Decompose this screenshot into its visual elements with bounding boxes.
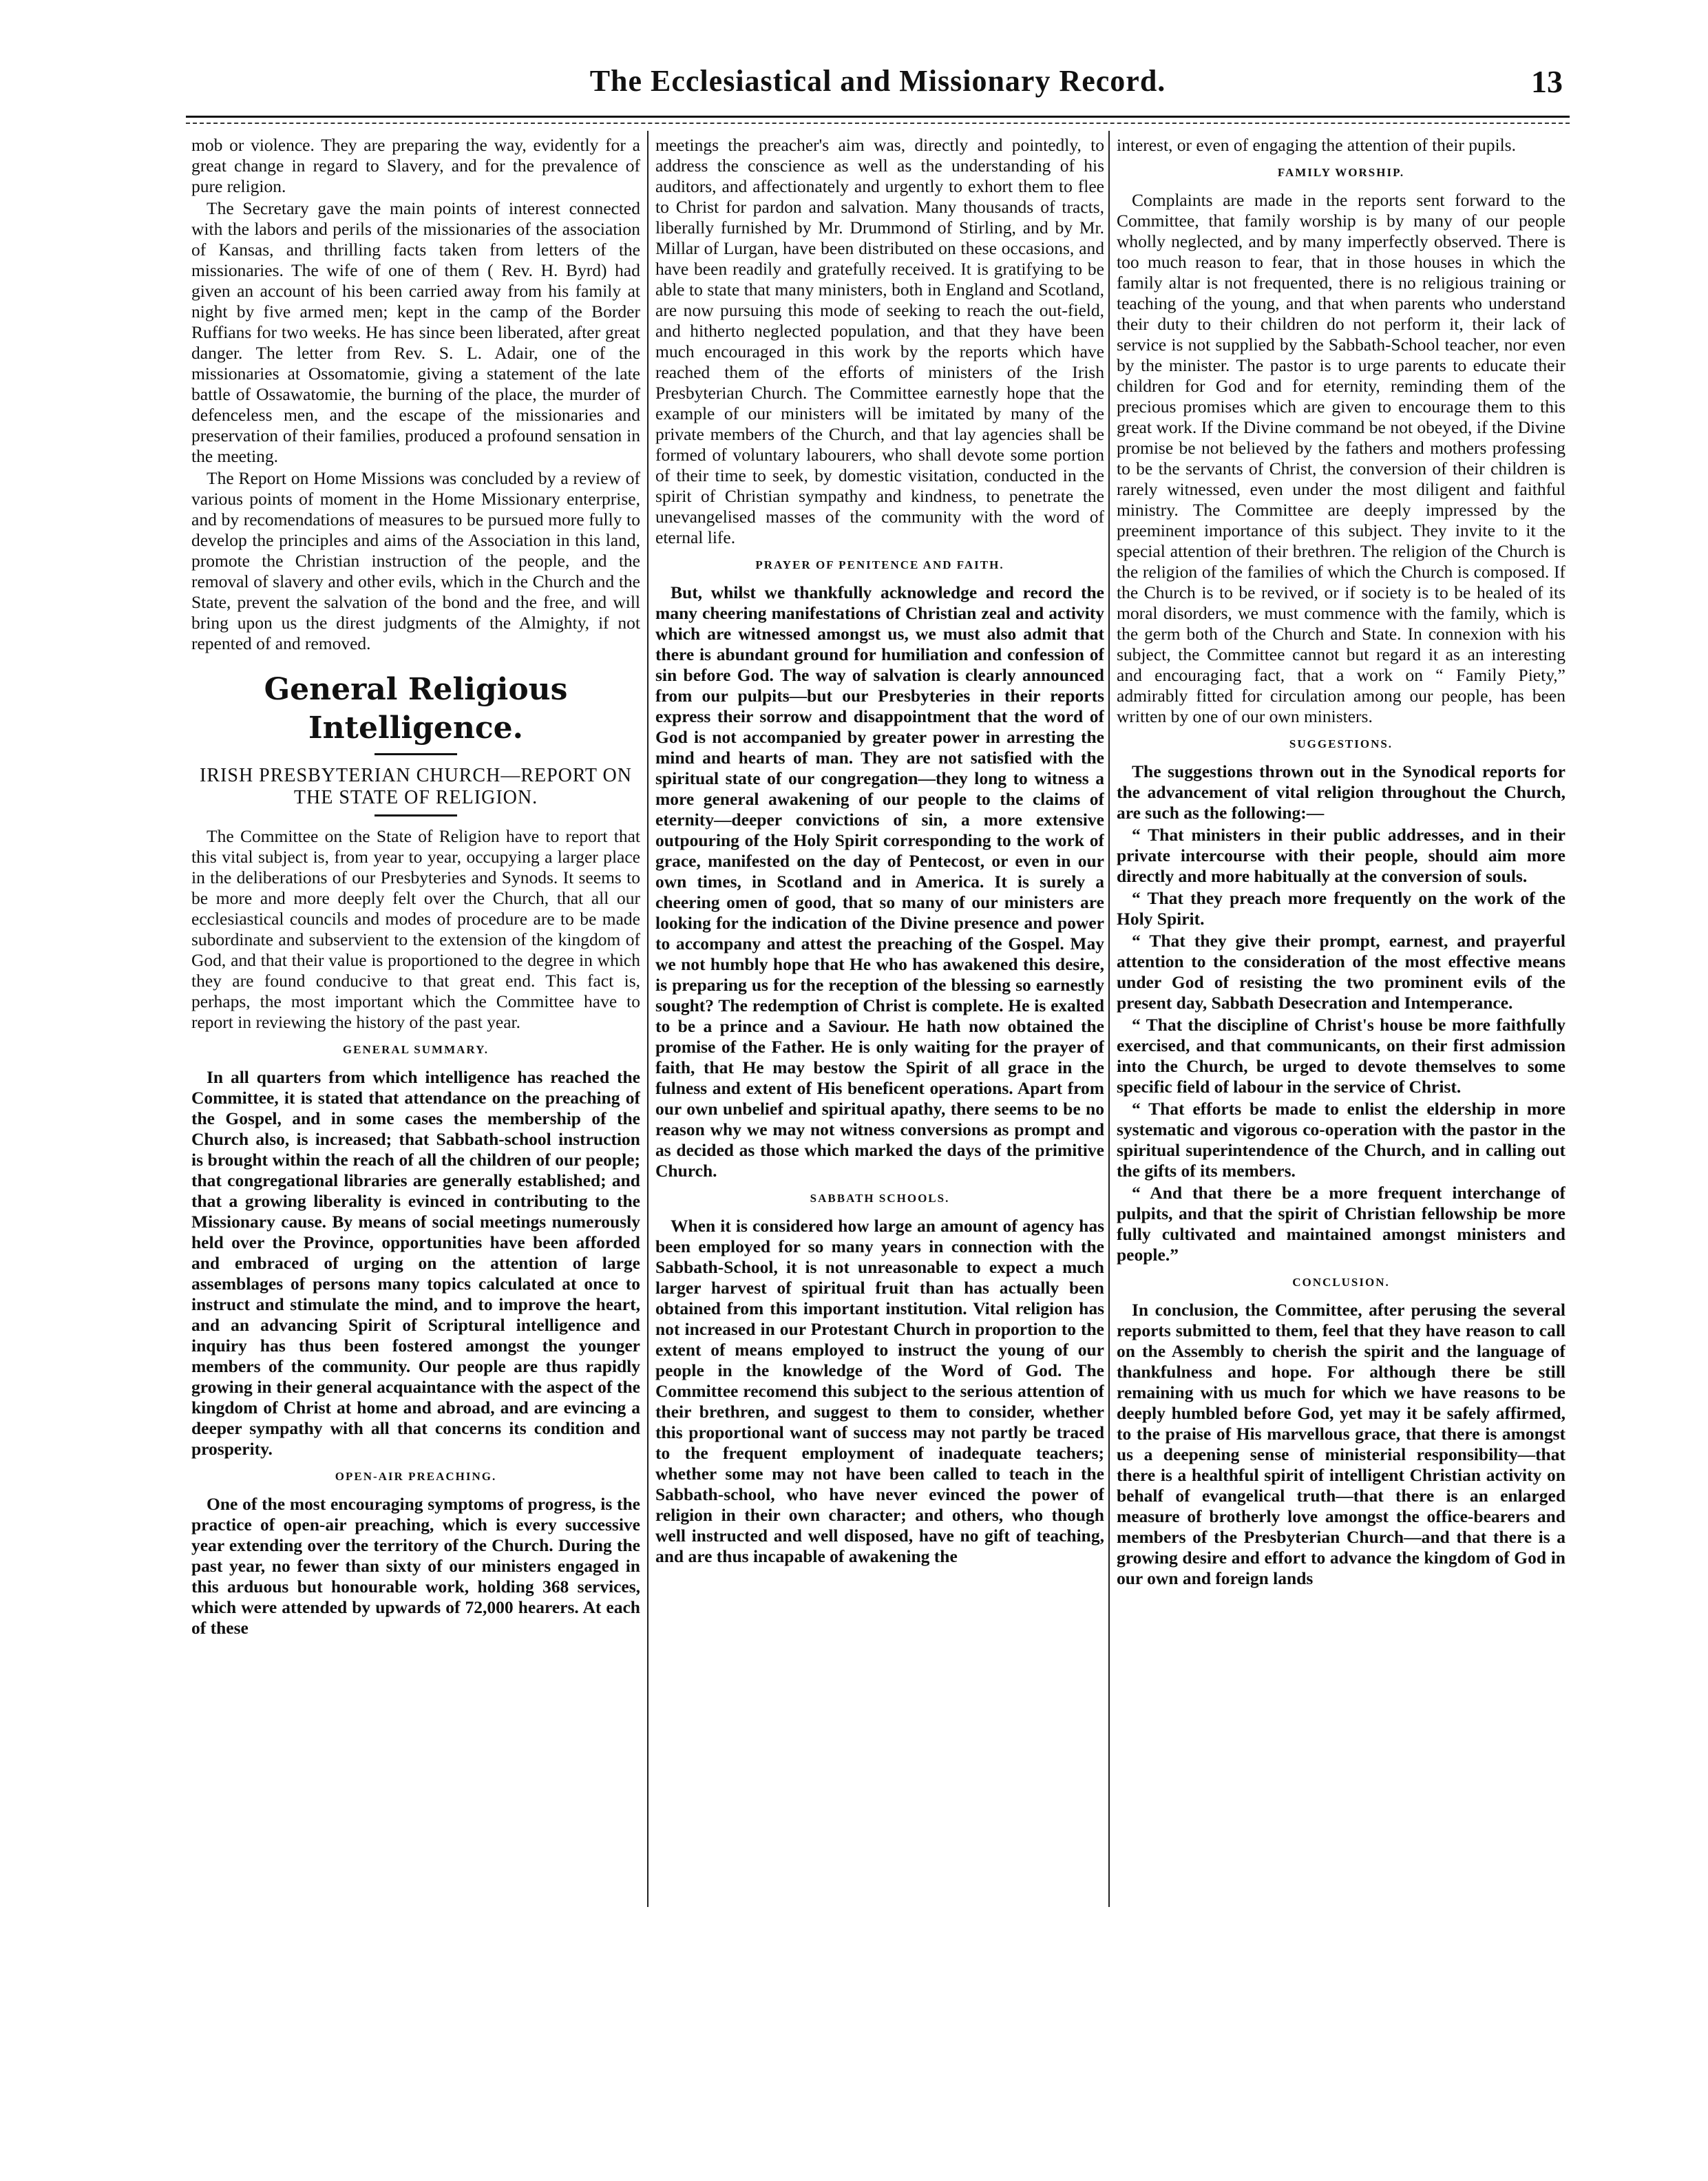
column-2 [655,135,1104,1939]
subheading: SUGGESTIONS. [1289,737,1393,750]
subheading: FAMILY WORSHIP. [1277,166,1405,179]
quoted-suggestion: “ That the discipline of Christ's house be more faithfully exercised, and that communicants, on their first admission into the Church, be urged to devote themselves to some specific field of labour in the service of Christ. [1117,1015,1565,1097]
page-number: 13 [1531,64,1563,99]
section-title: General Religious Intelligence. [264,672,568,746]
paragraph: But, whilst we thankfully acknowledge and record the many cheering manifestations of Christian zeal and activity which are witnessed amongst us, we must also admit that there is abundant ground for humiliation and confession of sin before God. The way of salvation is clearly announced from our pulpits—but our Presbyteries in their reports express their sorrow and disappointment that the word of God is not accompanied by greater power in arresting the mind and hearts of man. They are not satisfied with the spiritual state of our congregation—they long to witness a more general awakening of our people to the claims of eternity—deeper convictions of sin, a more extensive outpouring of the Holy Spirit corresponding to the work of grace, manifested on the day of Pentecost, or even in our own times, in Scotland and in America. It is surely a cheering omen of good, that so many of our ministers are looking for the indication of the Divine presence and power to accompany and attest the preaching of the Gospel. May we not humbly hope that He who has awakened this desire, is preparing us for the reception of the blessing so earnestly sought? The redemption of Christ is complete. He is exalted to be a prince and a Saviour. He hath now obtained the promise of the Father. He is only waiting for the prayer of faith, that He may bestow the Spirit of all grace in the fulness and extent of His beneficent operations. Apart from our own unbelief and spiritual apathy, there seems to be no reason why we may not witness conversions as prompt and as decided as those which marked the days of the primitive Church. [655,582,1104,1181]
subheading: SABBATH SCHOOLS. [810,1192,950,1205]
paragraph: One of the most encouraging symptoms of progress, is the practice of open-air preaching, which is every successive year extending over the territory of the Church. During the past year, no fewer than sixty of our ministers engaged in this arduous but honourable work, holding 368 services, which were attended by upwards of 72,000 hearers. At each of these [191,1494,640,1638]
paragraph: When it is considered how large an amount of agency has been employed for so many years in connection with the Sabbath-School, it is not unreasonable to expect a much larger harvest of spiritual fruit than has actually been obtained from this important institution. Vital religion has not increased in our Protestant Church in proportion to the extent of means employed to instruct the young of our people in the knowledge of the Word of God. The Committee recomend this subject to the serious attention of their brethren, and suggest to them to consider, whether this proportional want of success may not partly be traced to the frequent employment of inadequate teachers; whether some may not have been called to teach in the Sabbath-school, who have never evinced the power of religion in their own character; and others, who though well instructed and well disposed, have no gift of teaching, and are thus incapable of awakening the [655,1216,1104,1566]
column-1 [191,135,640,1939]
quoted-suggestion: “ That efforts be made to enlist the eldership in more systematic and vigorous co-operation with the pastor in the spiritual superintendence of the Church, and in calling out the gifts of its members. [1117,1099,1565,1181]
subheading: OPEN-AIR PREACHING. [335,1470,497,1483]
subheading: CONCLUSION. [1292,1276,1390,1289]
divider [375,753,457,755]
paragraph: The Report on Home Missions was concluded by a review of various points of moment in the Home Missionary enterprise, and by recomendations of measures to be pursued more fully to develop the principles and aims of the Association in this land, promote the Christian instruction of the people, and the removal of slavery and other evils, which in the Church and the State, prevent the salvation of the bond and the free, and will bring upon us the direst judgments of the Almighty, if not repented of and removed. [191,468,640,653]
column-3 [1117,135,1565,1939]
quoted-suggestion: “ That they preach more frequently on the work of the Holy Spirit. [1117,888,1565,929]
paragraph: The Secretary gave the main points of interest connected with the labors and perils of the missionaries of the association of Kansas, and thrilling facts taken from letters of the missionaries. The wife of one of them ( Rev. H. Byrd) had given an account of his been carried away from his family at night by five armed men; kept in the camp of the Border Ruffians for two weeks. He has since been liberated, after great danger. The letter from Rev. S. L. Adair, one of the missionaries at Ossomatomie, giving a statement of the late battle of Ossawatomie, the burning of the place, the murder of defenceless men, and the escape of the missionaries and preservation of their families, produced a profound sensation in the meeting. [191,198,640,466]
quoted-suggestion: “ And that there be a more frequent interchange of pulpits, and that the spirit of Christian fellowship be more fully cultivated and maintained amongst ministers and people.” [1117,1183,1565,1265]
subheading: GENERAL SUMMARY. [342,1043,489,1056]
paragraph: The Committee on the State of Religion have to report that this vital subject is, from year to year, occupying a larger place in the deliberations of our Presbyteries and Synods. It seems to be more and more deeply felt over the Church, that all our ecclesiastical councils and modes of procedure are to be made subordinate and subservient to the extension of the kingdom of God, and that their value is proportioned to the degree in which they are found conducive to that great end. This fact is, perhaps, the most important which the Committee have to report in reviewing the history of the past year. [191,826,640,1032]
page-header [193,63,1563,112]
article-title: IRISH PRESBYTERIAN CHURCH—REPORT ON THE STATE OF RELIGION. [200,765,632,808]
paragraph: meetings the preacher's aim was, directly and pointedly, to address the conscience as well as the understanding of his auditors, and affectionately and urgently to exhort them to flee to Christ for pardon and salvation. Many thousands of tracts, liberally furnished by Mr. Drummond of Stirling, and by Mr. Millar of Lurgan, have been distributed on these occasions, and have been readily and gratefully received. It is gratifying to be able to state that many ministers, both in England and Scotland, are now pursuing this mode of seeking to reach the out-field, and hitherto neglected population, and that they have been much encouraged in this work by the reports which have reached them of the efforts of ministers of the Irish Presbyterian Church. The Committee earnestly hope that the example of our ministers will be imitated by many of the private members of the Church, and that lay agencies shall be formed of voluntary labourers, who shall devote some portion of their time to seek, by domestic visitation, conducted in the spirit of Christian sympathy and kindness, to penetrate the unevangelised masses of the community with the word of eternal life. [655,135,1104,547]
header-rule [186,116,1570,118]
column-divider-2 [1108,131,1110,1907]
paragraph: Complaints are made in the reports sent forward to the Committee, that family worship is by many of our people wholly neglected, and by many imperfectly observed. There is too much reason to fear, that in those houses in which the family altar is not frequented, there is no religious training or teaching of the young, and that when parents who understand their duty to their children do not perform it, their lack of service is not supplied by the Sabbath-School teacher, nor even by the minister. The pastor is to urge parents to educate their children for God and for eternity, reminding them of the precious promises which are given to encourage them to this great work. If the Divine command be not obeyed, if the Divine promise be not believed by the fathers and mothers professing to be the servants of Christ, the conversion of their children is rarely witnessed, even under the most diligent and faithful ministry. The Committee are deeply impressed by the preeminent importance of this subject. They invite to it the special attention of their brethren. The religion of the Church is the religion of the families of which the Church is composed. If the Church is to be revived, or if society is to be healed of its moral disorders, we must commence with the family, which is the germ both of the Church and State. In connexion with his subject, the Committee cannot but regard it as an interesting and encouraging fact, that a work on “ Family Piety,” admirably fitted for circulation among our people, has been written by one of our own ministers. [1117,190,1565,726]
journal-title: The Ecclesiastical and Missionary Record. [589,64,1166,98]
divider [375,814,457,816]
paragraph: In conclusion, the Committee, after perusing the several reports submitted to them, feel that they have reason to call on the Assembly to cherish the spirit and the language of thankfulness and hope. For although there be still remaining with us much for which we have reasons to be deeply humbled before God, yet may it be safely affirmed, to the praise of His marvellous grace, that there is amongst us a deepening sense of ministerial responsibility—that there is a healthful spirit of intelligent Christian activity on behalf of evangelical truth—that there is an enlarged measure of brotherly love amongst the office-bearers and members of the Presbyterian Church—and that there is a growing desire and effort to advance the kingdom of God in our own and foreign lands [1117,1300,1565,1588]
paragraph: mob or violence. They are preparing the way, evidently for a great change in regard to Slavery, and for the prevalence of pure religion. [191,135,640,196]
subheading: PRAYER OF PENITENCE AND FAITH. [755,558,1004,571]
quoted-suggestion: “ That they give their prompt, earnest, and prayerful attention to the consideration of the most effective means under God of resisting the two prominent evils of the present day, Sabbath Desecration and Intemperance. [1117,931,1565,1013]
header-rule-dashed [186,123,1570,124]
paragraph: The suggestions thrown out in the Synodical reports for the advancement of vital religion throughout the Church, are such as the following:— [1117,761,1565,823]
paragraph: interest, or even of engaging the attention of their pupils. [1117,135,1516,155]
column-divider-1 [647,131,649,1907]
paragraph: In all quarters from which intelligence has reached the Committee, it is stated that attendance on the preaching of the Gospel, and in some cases the membership of the Church also, is increased; that Sabbath-school instruction is brought within the reach of all the children of our people; that congregational libraries are generally established; and that a growing liberality is evinced in contributing to the Missionary cause. By means of social meetings numerously held over the Province, opportunities have been afforded and embraced of urging on the attention of large assemblages of persons many topics calculated at once to instruct and stimulate the mind, and to improve the heart, and an advancing Spirit of Scriptural intelligence and inquiry has thus been fostered amongst the younger members of the community. Our people are thus rapidly growing in their general acquaintance with the aspect of the kingdom of Christ at home and abroad, and are evincing a deeper sympathy with all that concerns its condition and prosperity. [191,1067,640,1459]
quoted-suggestion: “ That ministers in their public addresses, and in their private intercourse with their people, should aim more directly and more habitually at the conversion of souls. [1117,825,1565,886]
